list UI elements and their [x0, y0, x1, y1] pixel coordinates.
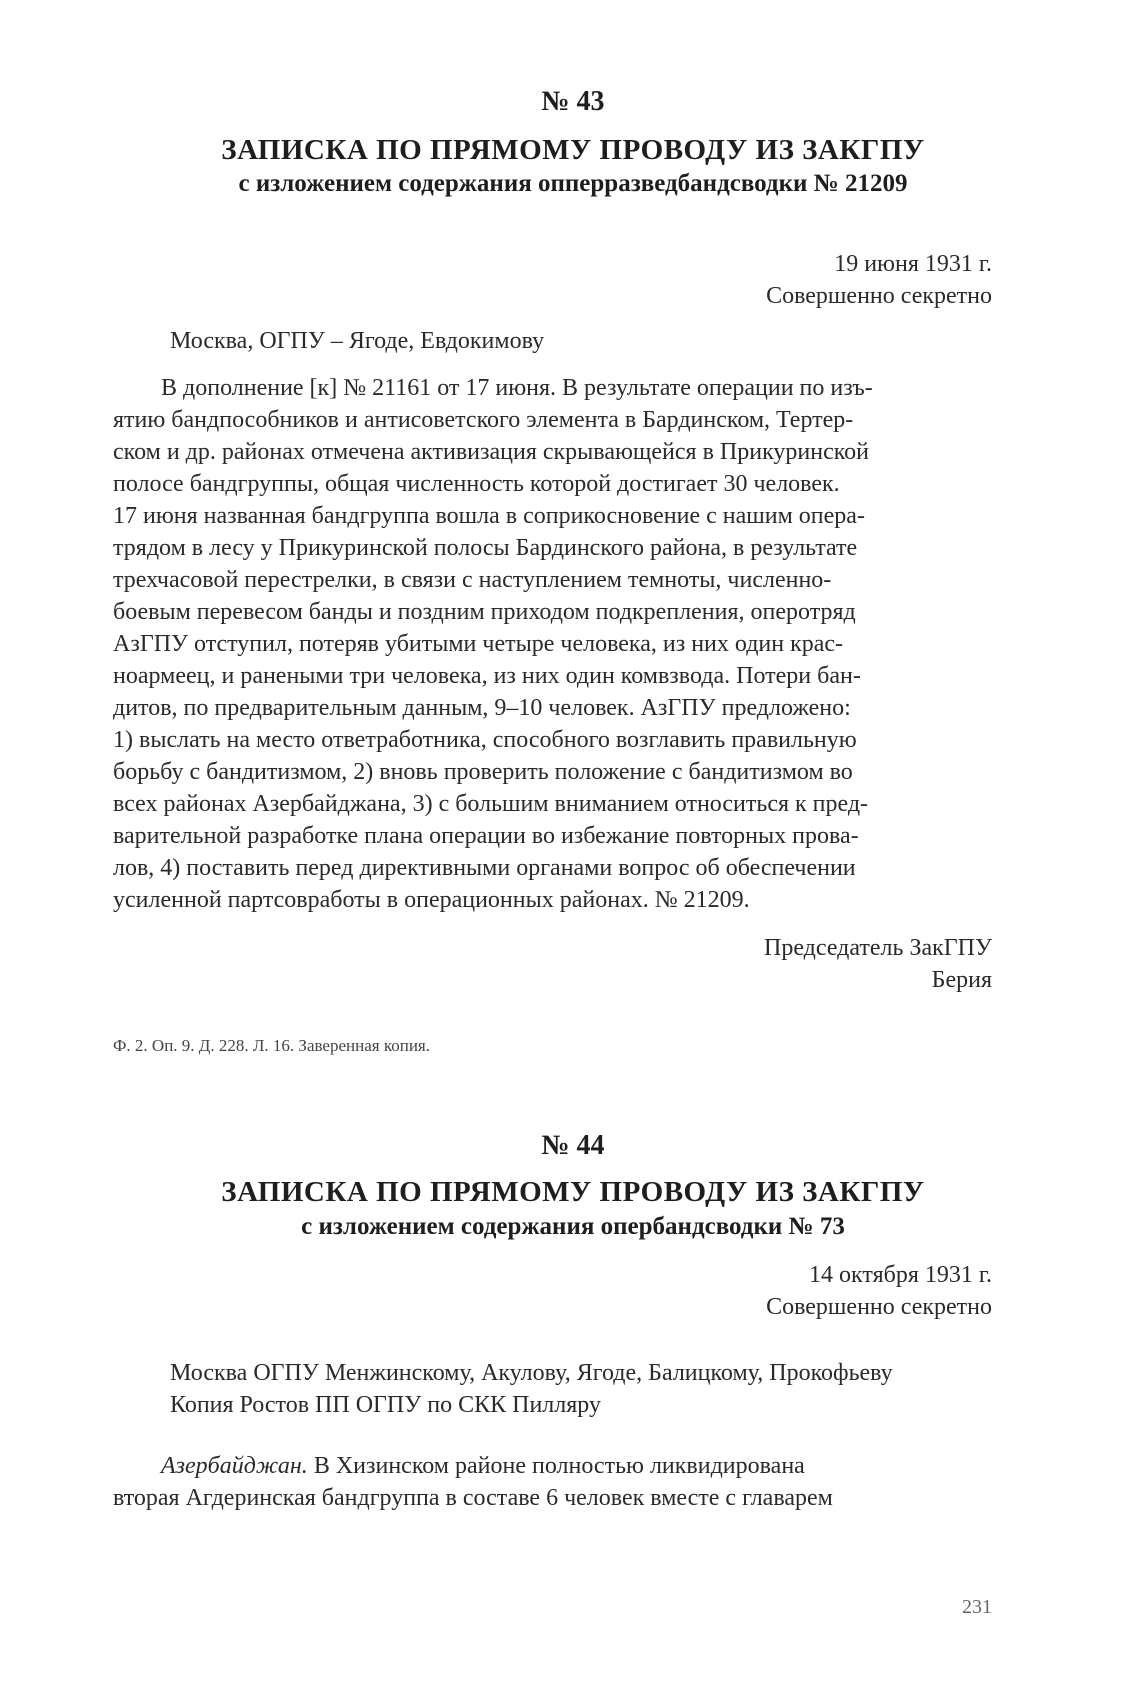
doc43-title: ЗАПИСКА ПО ПРЯМОМУ ПРОВОДУ ИЗ ЗАКГПУ [221, 134, 925, 166]
doc43-number: № 43 [541, 86, 605, 117]
body-line: борьбу с бандитизмом, 2) вновь проверить положение с бандитизмом во [113, 759, 853, 785]
body-line: ноармеец, и ранеными три человека, из них один комвзвода. Потери бан- [113, 663, 861, 689]
body-line: 17 июня названная бандгруппа вошла в соприкосновение с нашим опера- [113, 503, 865, 529]
doc44-subtitle: с изложением содержания опербандсводки № 73 [301, 1213, 845, 1240]
body-line: ском и др. районах отмечена активизация скрывающейся в Прикуринской [113, 439, 870, 465]
doc44-address-line1: Москва ОГПУ Менжинскому, Акулову, Ягоде, Балицкому, Прокофьеву [170, 1360, 893, 1386]
body-line-text: В Хизинском районе полностью ликвидирована [307, 1453, 805, 1479]
doc43-address: Москва, ОГПУ – Ягоде, Евдокимову [170, 328, 545, 354]
region-name: Азербайджан. [161, 1453, 308, 1479]
page-number: 231 [962, 1596, 992, 1618]
body-line: усиленной партсовработы в операционных районах. № 21209. [113, 887, 750, 913]
body-line: лов, 4) поставить перед директивными органами вопрос об обеспечении [113, 855, 856, 881]
body-line: дитов, по предварительным данным, 9–10 человек. АзГПУ предложено: [113, 695, 851, 721]
doc44-classification: Совершенно секретно [766, 1294, 992, 1320]
doc43-signature-title: Председатель ЗакГПУ [764, 935, 992, 961]
body-line: варительной разработке плана операции во избежание повторных прова- [113, 823, 859, 849]
body-line: трядом в лесу у Прикуринской полосы Бардинского района, в результате [113, 535, 858, 561]
body-line: АзГПУ отступил, потеряв убитыми четыре человека, из них один крас- [113, 631, 844, 657]
body-line: боевым перевесом банды и поздним приходом подкрепления, оперотряд [113, 599, 856, 625]
doc44-body [113, 1450, 999, 1514]
doc44-address-line2: Копия Ростов ПП ОГПУ по СКК Пилляру [170, 1392, 601, 1418]
body-line: всех районах Азербайджана, 3) с большим вниманием относиться к пред- [113, 791, 869, 817]
doc43-body [113, 372, 999, 916]
body-line: В дополнение [к] № 21161 от 17 июня. В результате операции по изъ- [161, 375, 873, 401]
body-line [113, 1450, 999, 1482]
doc43-classification: Совершенно секретно [766, 283, 992, 309]
doc43-signature-name: Берия [931, 967, 992, 993]
doc44-date: 14 октября 1931 г. [809, 1262, 992, 1288]
doc44-number: № 44 [541, 1130, 605, 1161]
body-line: трехчасовой перестрелки, в связи с наступлением темноты, численно- [113, 567, 832, 593]
body-line: 1) выслать на место ответработника, способного возглавить правильную [113, 727, 857, 753]
body-line: полосе бандгруппы, общая численность которой достигает 30 человек. [113, 471, 840, 497]
doc43-date: 19 июня 1931 г. [834, 251, 992, 277]
body-line: вторая Агдеринская бандгруппа в составе 6 человек вместе с главарем [113, 1485, 833, 1511]
body-line: ятию бандпособников и антисоветского элемента в Бардинском, Тертер- [113, 407, 854, 433]
doc43-citation: Ф. 2. Оп. 9. Д. 228. Л. 16. Заверенная копия. [113, 1036, 430, 1055]
doc43-subtitle: с изложением содержания опперразведбандсводки № 21209 [238, 170, 908, 197]
doc44-title: ЗАПИСКА ПО ПРЯМОМУ ПРОВОДУ ИЗ ЗАКГПУ [221, 1176, 925, 1208]
